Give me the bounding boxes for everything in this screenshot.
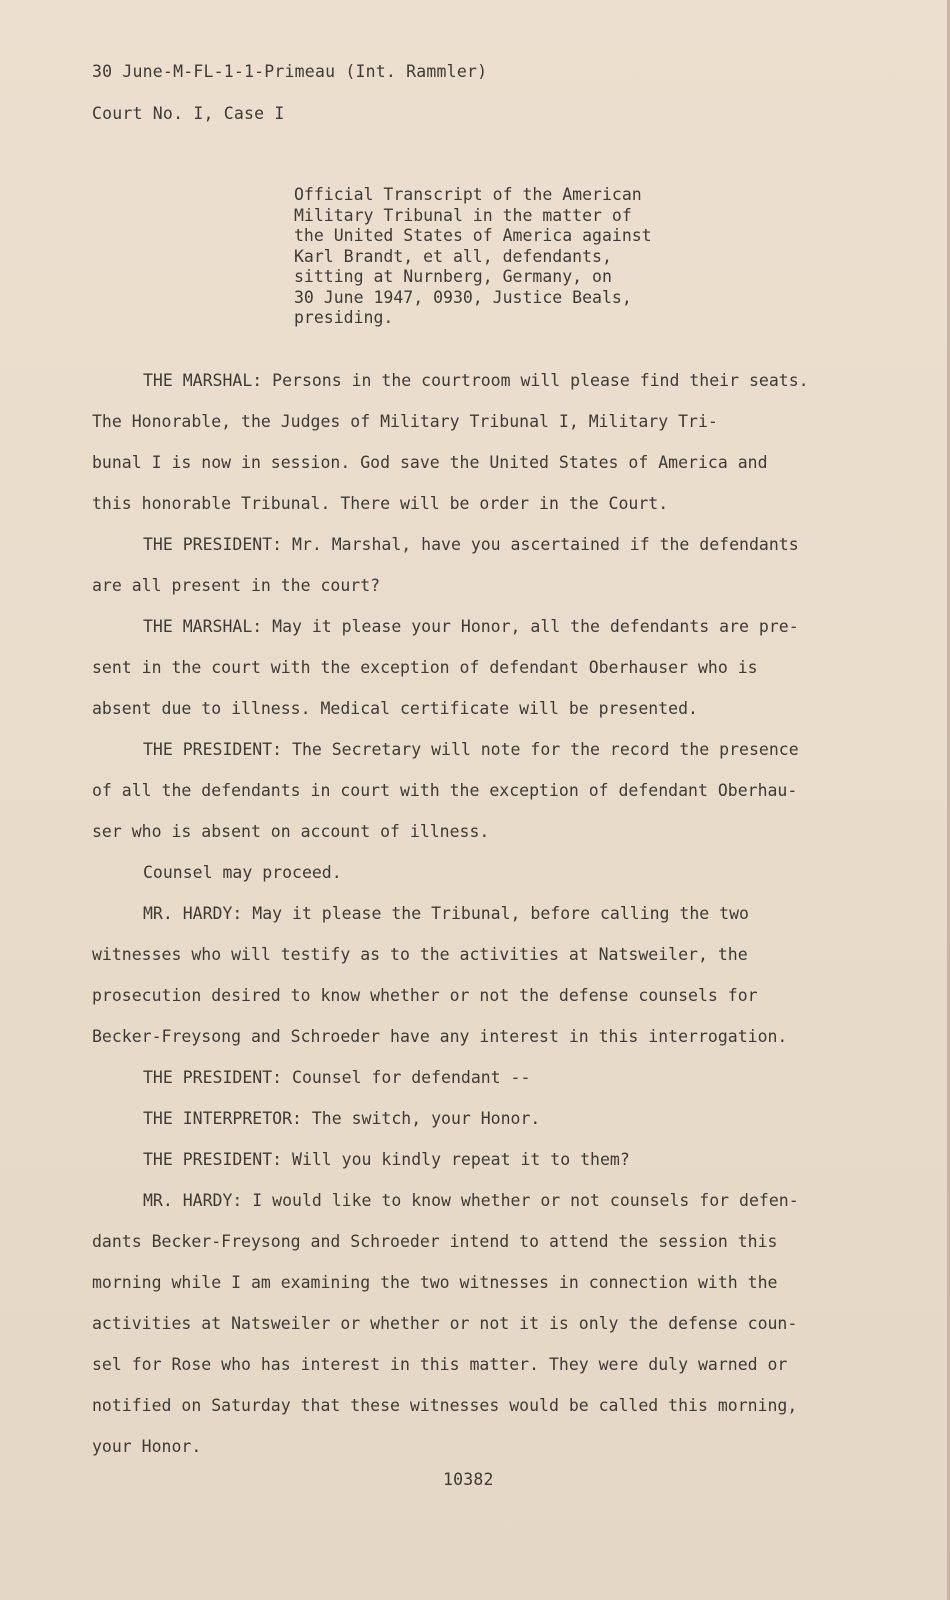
caption-line: 30 June 1947, 0930, Justice Beals, [294, 287, 632, 307]
caption-line: Karl Brandt, et all, defendants, [294, 246, 612, 266]
page-number: 10382 [443, 1470, 494, 1489]
transcript-line: activities at Natsweiler or whether or not it is only the defense coun- [92, 1314, 798, 1333]
header-reference-line: 30 June-M-FL-1-1-Primeau (Int. Rammler) [92, 62, 488, 81]
transcript-line: this honorable Tribunal. There will be order in the Court. [92, 494, 669, 513]
transcript-body [92, 370, 809, 1477]
transcript-line: THE PRESIDENT: Mr. Marshal, have you ascertained if the defendants [143, 535, 799, 554]
transcript-line: ser who is absent on account of illness. [92, 822, 490, 841]
transcript-line: The Honorable, the Judges of Military Tribunal I, Military Tri- [92, 412, 718, 431]
caption-line: the United States of America against [294, 226, 652, 245]
caption-line: sitting at Nurnberg, Germany, on [294, 267, 612, 286]
transcript-line: THE MARSHAL: Persons in the courtroom will please find their seats. [143, 371, 809, 390]
transcript-line: your Honor. [92, 1437, 202, 1456]
transcript-line: prosecution desired to know whether or not the defense counsels for [92, 986, 758, 1005]
transcript-line: sent in the court with the exception of defendant Oberhauser who is [92, 658, 758, 677]
transcript-line: THE PRESIDENT: The Secretary will note for the record the presence [143, 740, 799, 759]
transcript-line: bunal I is now in session. God save the United States of America and [92, 453, 768, 472]
transcript-line: Becker-Freysong and Schroeder have any interest in this interrogation. [92, 1027, 788, 1046]
transcript-line: MR. HARDY: May it please the Tribunal, before calling the two [143, 904, 749, 923]
transcript-line: morning while I am examining the two witnesses in connection with the [92, 1273, 778, 1292]
header-court-line: Court No. I, Case I [92, 104, 285, 123]
caption-line: Official Transcript of the American [294, 185, 642, 204]
transcript-line: THE PRESIDENT: Counsel for defendant -- [143, 1068, 531, 1087]
transcript-line: MR. HARDY: I would like to know whether or not counsels for defen- [143, 1191, 799, 1210]
transcript-line: of all the defendants in court with the exception of defendant Oberhau- [92, 781, 798, 800]
transcript-line: Counsel may proceed. [143, 863, 342, 882]
transcript-line: THE MARSHAL: May it please your Honor, all the defendants are pre- [143, 617, 799, 636]
transcript-line: sel for Rose who has interest in this matter. They were duly warned or [92, 1355, 788, 1374]
caption-line: Military Tribunal in the matter of [294, 205, 632, 225]
caption-line: presiding. [294, 308, 394, 327]
transcript-line: THE INTERPRETOR: The switch, your Honor. [143, 1109, 541, 1128]
transcript-line: dants Becker-Freysong and Schroeder intend to attend the session this [92, 1232, 778, 1251]
transcript-line: are all present in the court? [92, 576, 381, 595]
transcript-line: notified on Saturday that these witnesses would be called this morning, [92, 1396, 798, 1415]
transcript-line: witnesses who will testify as to the activities at Natsweiler, the [92, 945, 748, 964]
transcript-line: absent due to illness. Medical certificate will be presented. [92, 699, 698, 718]
transcript-caption [294, 185, 652, 329]
transcript-line: THE PRESIDENT: Will you kindly repeat it to them? [143, 1150, 630, 1169]
